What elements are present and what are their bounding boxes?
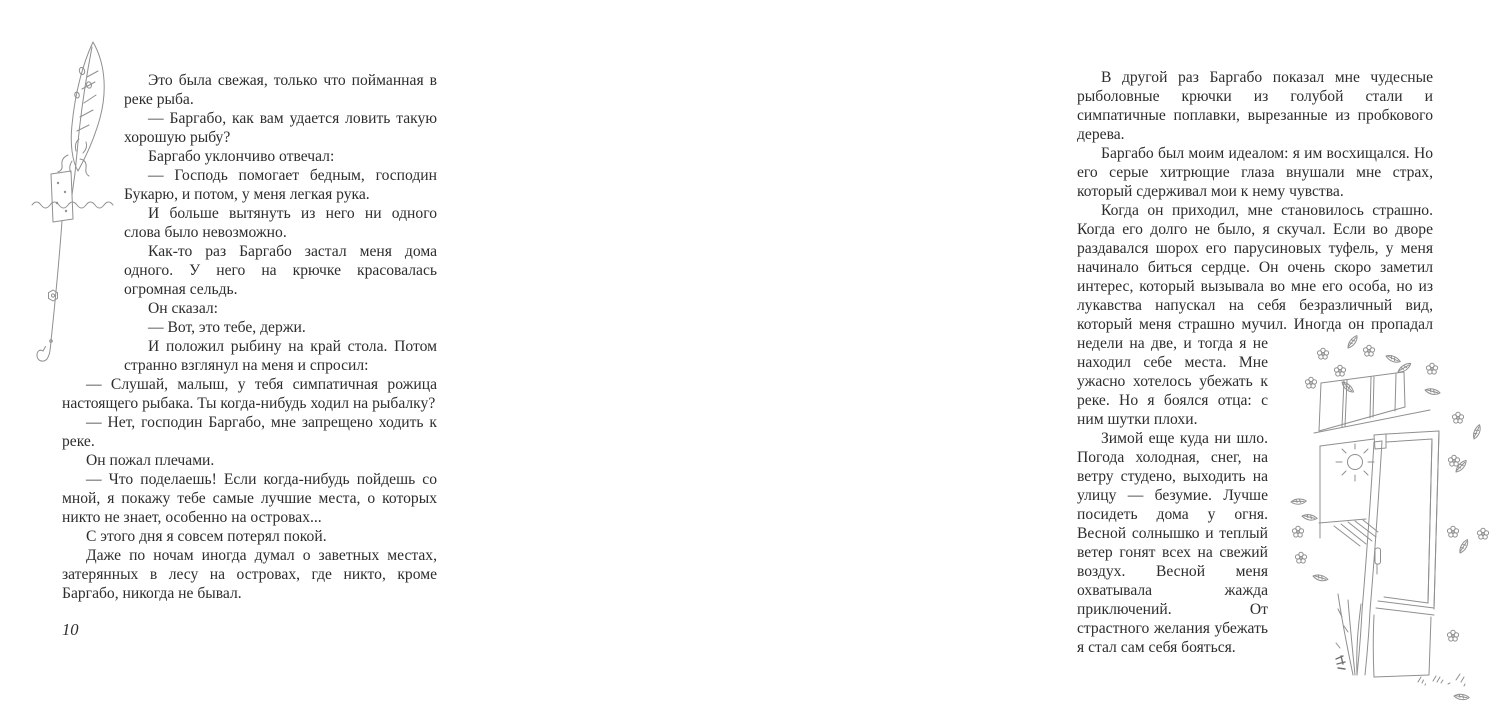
right-page-text: [1077, 68, 1433, 670]
paragraph: — Слушай, малыш, у тебя симпатичная рожица настоящего рыбака. Ты когда-нибудь ходил на рыбалку?: [62, 376, 437, 412]
illustration-spacer: [62, 71, 124, 373]
paragraph: Как-то раз Баргабо застал меня дома одного. У него на крючке красовалась огромная сельдь.: [124, 243, 437, 298]
paragraph: — Нет, господин Баргабо, мне запрещено ходить к реке.: [62, 414, 437, 450]
paragraph: Даже по ночам иногда думал о заветных местах, затерянных в лесу на островах, где никто, кроме Баргабо, никогда не бывал.: [62, 547, 437, 602]
fishing-line: [51, 221, 62, 341]
paragraph: С этого дня я совсем потерял покой.: [86, 528, 327, 545]
paragraph: Зимой еще куда ни шло. Погода холодная, снег, на ветру студено, выходить на улицу — безумие. Лучше посидеть дома у огня. Весной солнышко и теплый ветер гонят всех на свежий воздух. Весной меня охватывала жажда приключений. От страстного желания убежать я стал сам себя бояться.: [1077, 430, 1268, 656]
left-page-text: [62, 71, 437, 603]
paragraph: Баргабо был моим идеалом: я им восхищался. Но его серые хитрющие глаза внушали мне страх, который сдерживал мои к нему чувства.: [1077, 145, 1433, 200]
paragraph: — Что поделаешь! Если когда-нибудь пойдешь со мной, я покажу тебе самые лучшие места, о которых никто не знает, особенно на островах...: [62, 471, 437, 526]
illustration-spacer: [1268, 340, 1433, 670]
paragraph: Он пожал плечами.: [86, 452, 215, 469]
paragraph: Когда он приходил, мне становилось страшно. Когда его долго не было, я скучал. Если во дворе раздавался шорох его парусиновых туфель, у меня начинало биться сердце. Он очень скоро заметил интерес, который вызывала во мне его особа, но из лукавства напускал на себя безразличный вид, который меня страшно мучил. Иногда он пропадал недели на две, и тогда я не находил себе места. Мне ужасно хотелось убежать к реке. Но я боялся отца: с ним шутки плохи.: [1077, 202, 1433, 428]
paragraph: — Господь помогает бедным, господин Букарю, и потом, у меня легкая рука.: [124, 167, 437, 203]
paragraph: — Вот, это тебе, держи.: [148, 319, 306, 336]
fish-hook-icon: [37, 340, 52, 361]
paragraph: Баргабо уклончиво отвечал:: [148, 148, 335, 165]
left-page: [0, 0, 500, 719]
right-page: [500, 0, 1433, 719]
ground-dashes: [1418, 674, 1465, 686]
paragraph: В другой раз Баргабо показал мне чудесные рыболовные крючки из голубой стали и симпатичные поплавки, вырезанные из пробкового дерева.: [1077, 69, 1433, 143]
paragraph: — Баргабо, как вам удается ловить такую хорошую рыбу?: [124, 110, 437, 146]
line-weight: [49, 290, 58, 301]
paragraph: Он сказал:: [148, 300, 219, 317]
page-number: 10: [62, 620, 79, 639]
paragraph: Это была свежая, только что пойманная в реке рыба.: [124, 72, 437, 108]
paragraph: И больше вытянуть из него ни одного слова было невозможно.: [124, 205, 437, 241]
paragraph: И положил рыбину на край стола. Потом странно взглянул на меня и спросил:: [124, 338, 437, 374]
